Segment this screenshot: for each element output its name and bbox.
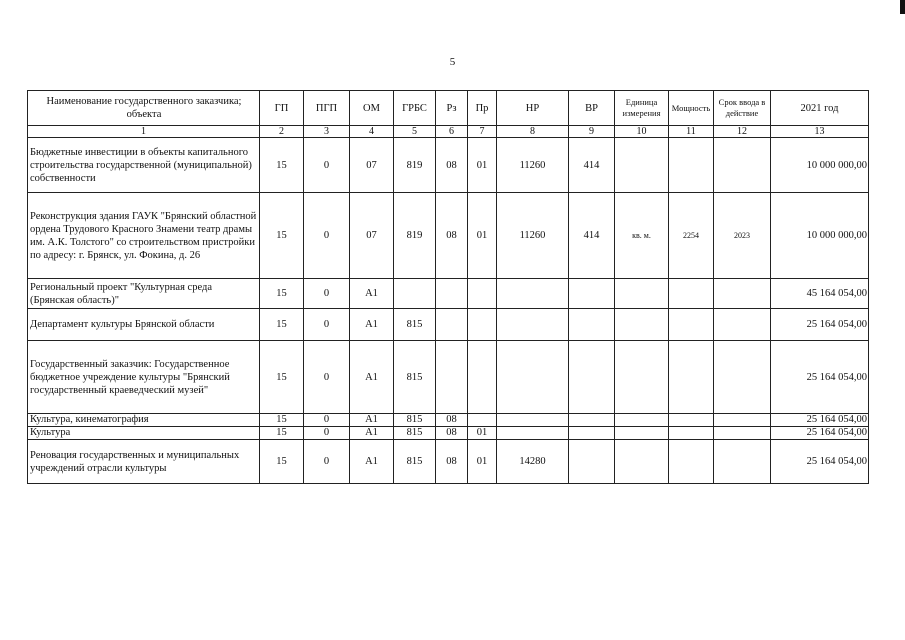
cell-om: A1 [350, 341, 394, 414]
cell-rz: 08 [436, 414, 468, 427]
cell-unit [615, 414, 669, 427]
cell-capacity [669, 427, 714, 440]
cell-nr [497, 341, 569, 414]
page-number: 5 [449, 56, 456, 68]
cell-pgp: 0 [304, 440, 350, 484]
cell-pgp: 0 [304, 414, 350, 427]
cell-grbs: 815 [394, 440, 436, 484]
cell-amount: 25 164 054,00 [771, 440, 869, 484]
column-number: 4 [350, 126, 394, 138]
cell-vr [569, 279, 615, 309]
cell-amount: 10 000 000,00 [771, 138, 869, 193]
table-row [28, 427, 869, 440]
cell-pr [468, 309, 497, 341]
header-pgp: ПГП [304, 91, 350, 126]
header-unit: Единица измерения [615, 91, 669, 126]
table-row [28, 138, 869, 193]
cell-pgp: 0 [304, 309, 350, 341]
cell-gp: 15 [260, 309, 304, 341]
cell-pr: 01 [468, 193, 497, 279]
cell-capacity [669, 414, 714, 427]
column-number: 6 [436, 126, 468, 138]
header-om: ОМ [350, 91, 394, 126]
column-number-row [28, 126, 869, 138]
cell-term [714, 309, 771, 341]
cell-term [714, 279, 771, 309]
cell-unit: кв. м. [615, 193, 669, 279]
cell-pr: 01 [468, 440, 497, 484]
cell-vr [569, 414, 615, 427]
column-number: 8 [497, 126, 569, 138]
cell-term [714, 341, 771, 414]
cell-gp: 15 [260, 279, 304, 309]
cell-grbs: 815 [394, 414, 436, 427]
cell-pgp: 0 [304, 138, 350, 193]
investment-table [27, 90, 869, 484]
row-name: Реконструкция здания ГАУК "Брянский областной ордена Трудового Красного Знамени театр драмы им. А.К. Толстого" со строительством пристройки по адресу: г. Брянск, ул. Фокина, д. 26 [28, 193, 260, 279]
scan-edge-mark [900, 0, 905, 14]
cell-vr: 414 [569, 193, 615, 279]
cell-capacity [669, 138, 714, 193]
cell-om: A1 [350, 440, 394, 484]
header-grbs: ГРБС [394, 91, 436, 126]
table-row [28, 309, 869, 341]
column-number: 9 [569, 126, 615, 138]
column-number: 10 [615, 126, 669, 138]
cell-nr [497, 414, 569, 427]
cell-capacity [669, 341, 714, 414]
cell-capacity: 2254 [669, 193, 714, 279]
header-term: Срок ввода в действие [714, 91, 771, 126]
cell-rz [436, 341, 468, 414]
row-name: Культура [28, 427, 260, 440]
cell-pr: 01 [468, 427, 497, 440]
column-number: 1 [28, 126, 260, 138]
column-number: 3 [304, 126, 350, 138]
column-number: 12 [714, 126, 771, 138]
cell-nr: 14280 [497, 440, 569, 484]
cell-amount: 25 164 054,00 [771, 309, 869, 341]
cell-unit [615, 309, 669, 341]
cell-rz: 08 [436, 440, 468, 484]
cell-amount: 25 164 054,00 [771, 341, 869, 414]
cell-om: A1 [350, 309, 394, 341]
cell-gp: 15 [260, 341, 304, 414]
cell-nr [497, 279, 569, 309]
cell-grbs: 815 [394, 427, 436, 440]
column-number: 13 [771, 126, 869, 138]
cell-rz [436, 309, 468, 341]
row-name: Региональный проект "Культурная среда (Брянская область)" [28, 279, 260, 309]
cell-term: 2023 [714, 193, 771, 279]
cell-grbs: 815 [394, 341, 436, 414]
column-number: 11 [669, 126, 714, 138]
header-nr: НР [497, 91, 569, 126]
cell-unit [615, 279, 669, 309]
cell-pr: 01 [468, 138, 497, 193]
row-name: Департамент культуры Брянской области [28, 309, 260, 341]
table-row [28, 414, 869, 427]
header-pr: Пр [468, 91, 497, 126]
cell-gp: 15 [260, 427, 304, 440]
cell-gp: 15 [260, 440, 304, 484]
cell-vr [569, 341, 615, 414]
cell-amount: 45 164 054,00 [771, 279, 869, 309]
cell-rz: 08 [436, 193, 468, 279]
cell-pgp: 0 [304, 279, 350, 309]
row-name: Культура, кинематография [28, 414, 260, 427]
cell-om: 07 [350, 193, 394, 279]
table-row [28, 440, 869, 484]
cell-capacity [669, 440, 714, 484]
cell-om: 07 [350, 138, 394, 193]
header-gp: ГП [260, 91, 304, 126]
cell-pr [468, 341, 497, 414]
cell-grbs: 819 [394, 138, 436, 193]
cell-rz: 08 [436, 427, 468, 440]
cell-term [714, 427, 771, 440]
cell-unit [615, 440, 669, 484]
cell-vr [569, 427, 615, 440]
cell-term [714, 138, 771, 193]
cell-nr [497, 309, 569, 341]
cell-amount: 25 164 054,00 [771, 427, 869, 440]
table-row [28, 279, 869, 309]
table-row [28, 341, 869, 414]
cell-nr [497, 427, 569, 440]
cell-amount: 10 000 000,00 [771, 193, 869, 279]
cell-nr: 11260 [497, 138, 569, 193]
header-year-2021: 2021 год [771, 91, 869, 126]
cell-unit [615, 138, 669, 193]
column-number: 7 [468, 126, 497, 138]
header-rz: Рз [436, 91, 468, 126]
header-capacity: Мощность [669, 91, 714, 126]
row-name: Бюджетные инвестиции в объекты капитального строительства государственной (муниципальной) собственности [28, 138, 260, 193]
header-name: Наименование государственного заказчика; объекта [28, 91, 260, 126]
cell-rz [436, 279, 468, 309]
cell-amount: 25 164 054,00 [771, 414, 869, 427]
cell-grbs: 819 [394, 193, 436, 279]
cell-gp: 15 [260, 193, 304, 279]
cell-pgp: 0 [304, 341, 350, 414]
cell-pgp: 0 [304, 427, 350, 440]
cell-rz: 08 [436, 138, 468, 193]
column-number: 2 [260, 126, 304, 138]
cell-unit [615, 341, 669, 414]
table-row [28, 193, 869, 279]
cell-term [714, 440, 771, 484]
header-row [28, 91, 869, 126]
cell-grbs [394, 279, 436, 309]
row-name: Реновация государственных и муниципальных учреждений отрасли культуры [28, 440, 260, 484]
cell-gp: 15 [260, 138, 304, 193]
column-number: 5 [394, 126, 436, 138]
cell-pr [468, 414, 497, 427]
cell-om: A1 [350, 427, 394, 440]
cell-grbs: 815 [394, 309, 436, 341]
cell-vr [569, 309, 615, 341]
cell-pgp: 0 [304, 193, 350, 279]
cell-pr [468, 279, 497, 309]
cell-capacity [669, 279, 714, 309]
cell-vr [569, 440, 615, 484]
header-vr: ВР [569, 91, 615, 126]
cell-gp: 15 [260, 414, 304, 427]
cell-nr: 11260 [497, 193, 569, 279]
cell-om: A1 [350, 414, 394, 427]
row-name: Государственный заказчик: Государственное бюджетное учреждение культуры "Брянский государственный краеведческий музей" [28, 341, 260, 414]
cell-vr: 414 [569, 138, 615, 193]
cell-om: A1 [350, 279, 394, 309]
cell-capacity [669, 309, 714, 341]
cell-unit [615, 427, 669, 440]
cell-term [714, 414, 771, 427]
